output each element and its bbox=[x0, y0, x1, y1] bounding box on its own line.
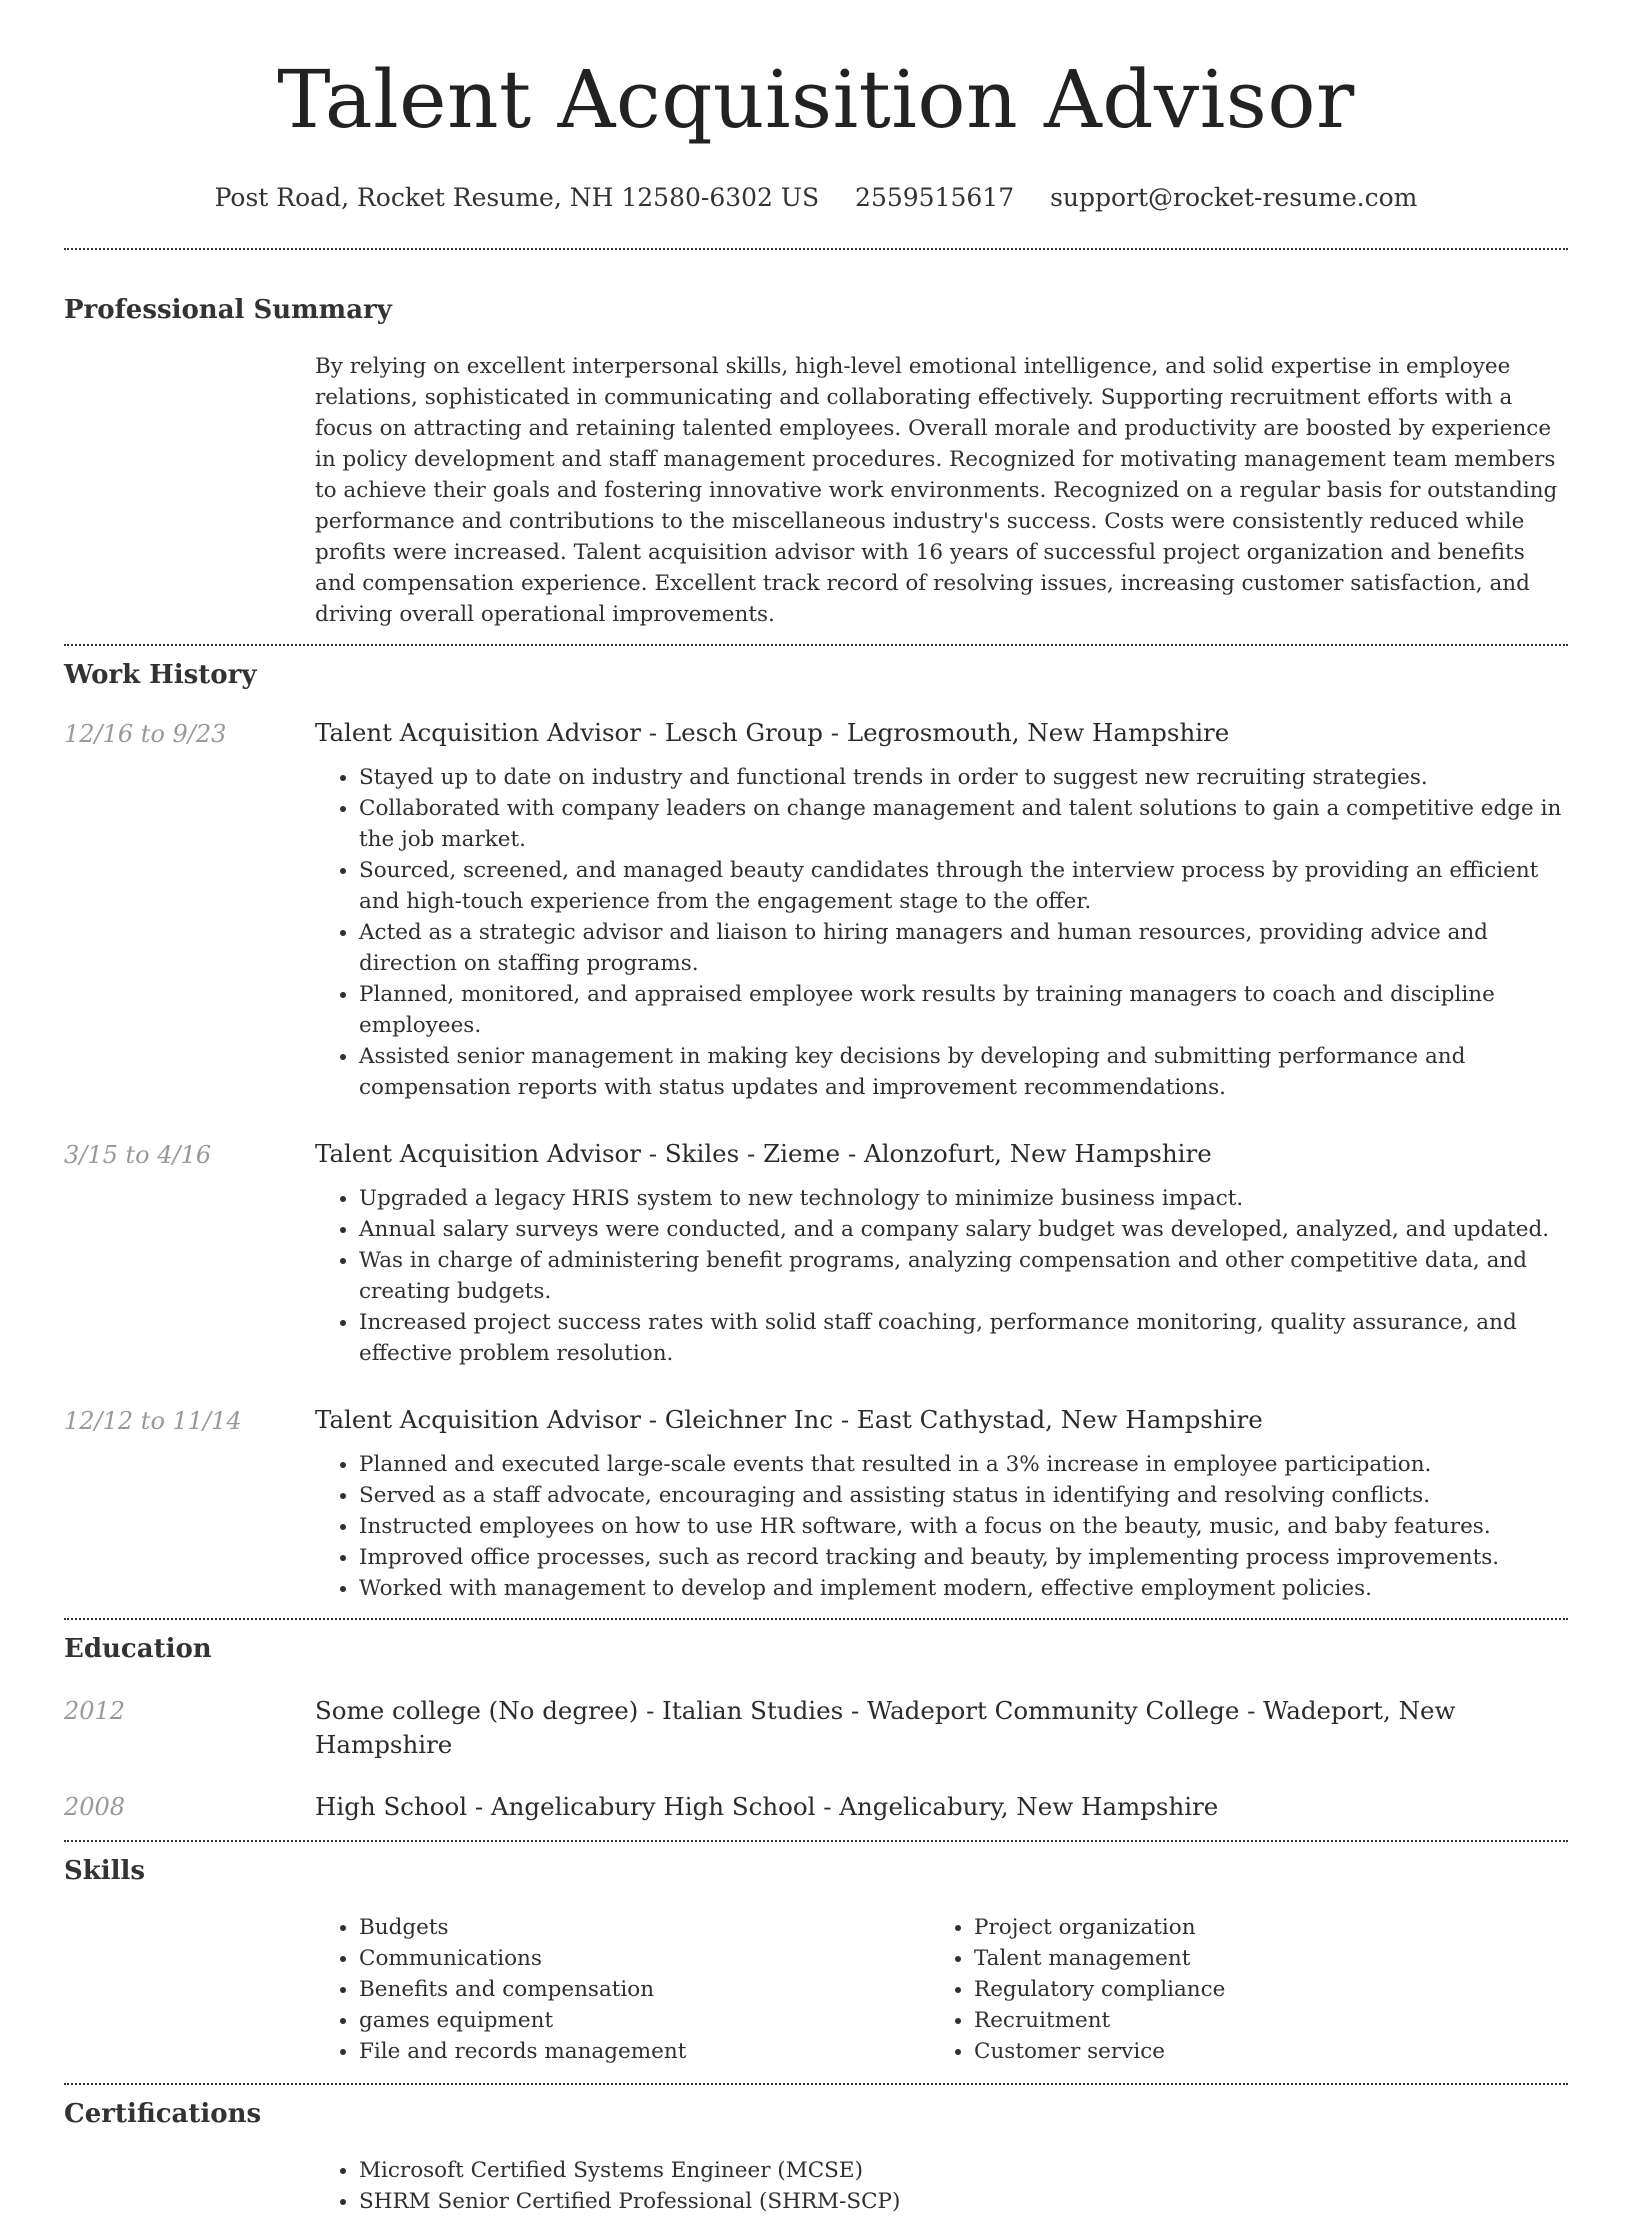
list-item: • File and records management bbox=[359, 2036, 930, 2067]
list-item: • Annual salary surveys were conducted, and a company salary budget was developed, analyzed, and updated. bbox=[359, 1214, 1568, 1245]
list-item: • Served as a staff advocate, encouraging and assisting status in identifying and resolving conflicts. bbox=[359, 1480, 1568, 1511]
skills-columns bbox=[315, 1912, 1568, 2083]
list-item: • Upgraded a legacy HRIS system to new technology to minimize business impact. bbox=[359, 1183, 1568, 1214]
section-title-work: Work History bbox=[64, 660, 257, 690]
job-title: Talent Acquisition Advisor - Skiles - Zieme - Alonzofurt, New Hampshire bbox=[315, 1139, 1212, 1168]
list-item: • Budgets bbox=[359, 1912, 930, 1943]
section-divider bbox=[64, 248, 1568, 250]
education-date: 2012 bbox=[64, 1697, 126, 1725]
list-item: • Microsoft Certified Systems Engineer (MCSE) bbox=[359, 2155, 1568, 2186]
job-entry bbox=[64, 716, 1568, 1103]
list-item: • games equipment bbox=[359, 2005, 930, 2036]
list-item: • Customer service bbox=[974, 2036, 1545, 2067]
work-history-section bbox=[64, 646, 1568, 1618]
candidate-name: Talent Acquisition Advisor bbox=[277, 53, 1355, 146]
list-item: • Improved office processes, such as record tracking and beauty, by implementing process improvements. bbox=[359, 1542, 1568, 1573]
job-bullets bbox=[315, 762, 1568, 1103]
section-title-certifications: Certifications bbox=[64, 2099, 262, 2129]
contact-address: Post Road, Rocket Resume, NH 12580-6302 US bbox=[214, 183, 820, 212]
list-item: • Planned and executed large-scale events that resulted in a 3% increase in employee participation. bbox=[359, 1449, 1568, 1480]
education-section bbox=[64, 1620, 1568, 1840]
list-item: • Recruitment bbox=[974, 2005, 1545, 2036]
skills-list-left bbox=[315, 1912, 930, 2067]
job-title: Talent Acquisition Advisor - Gleichner Inc - East Cathystad, New Hampshire bbox=[315, 1405, 1263, 1434]
certifications-list bbox=[315, 2155, 1568, 2217]
list-item: • Regulatory compliance bbox=[974, 1974, 1545, 2005]
job-date: 12/16 to 9/23 bbox=[64, 720, 227, 748]
professional-summary-section bbox=[64, 293, 1568, 644]
education-date: 2008 bbox=[64, 1793, 126, 1821]
contact-phone: 2559515617 bbox=[855, 183, 1015, 212]
list-item: • SHRM Senior Certified Professional (SHRM-SCP) bbox=[359, 2186, 1568, 2217]
list-item: • Increased project success rates with solid staff coaching, performance monitoring, quality assurance, and effective problem resolution. bbox=[359, 1307, 1568, 1369]
summary-text: By relying on excellent interpersonal skills, high-level emotional intelligence, and solid expertise in employee relations, sophisticated in communicating and collaborating effectively. Supporting recruitment efforts with a focus on attracting and retaining talented employees. Overall morale and productivity are boosted by experience in policy development and staff management procedures. Recognized for motivating management team members to achieve their goals and fostering innovative work environments. Recognized on a regular basis for outstanding performance and contributions to the miscellaneous industry's success. Costs were consistently reduced while profits were increased. Talent acquisition advisor with 16 years of successful project organization and benefits and compensation experience. Excellent track record of resolving issues, increasing customer satisfaction, and driving overall operational improvements. bbox=[315, 354, 1558, 627]
skills-section bbox=[64, 1842, 1568, 2083]
job-date: 3/15 to 4/16 bbox=[64, 1141, 212, 1169]
skills-list-right bbox=[930, 1912, 1545, 2067]
certifications-section bbox=[64, 2085, 1568, 2217]
contact-email: support@rocket-resume.com bbox=[1050, 183, 1418, 212]
section-title-skills: Skills bbox=[64, 1856, 146, 1886]
list-item: • Sourced, screened, and managed beauty candidates through the interview process by providing an efficient and high-touch experience from the engagement stage to the offer. bbox=[359, 855, 1568, 917]
job-date: 12/12 to 11/14 bbox=[64, 1407, 242, 1435]
job-title: Talent Acquisition Advisor - Lesch Group - Legrosmouth, New Hampshire bbox=[315, 718, 1230, 747]
education-entry bbox=[64, 1694, 1568, 1762]
list-item: • Talent management bbox=[974, 1943, 1545, 1974]
education-entry bbox=[64, 1790, 1568, 1824]
list-item: • Communications bbox=[359, 1943, 930, 1974]
list-item: • Acted as a strategic advisor and liaison to hiring managers and human resources, providing advice and direction on staffing programs. bbox=[359, 917, 1568, 979]
job-entry bbox=[64, 1137, 1568, 1369]
list-item: • Planned, monitored, and appraised employee work results by training managers to coach and discipline employees. bbox=[359, 979, 1568, 1041]
job-bullets bbox=[315, 1183, 1568, 1369]
list-item: • Assisted senior management in making key decisions by developing and submitting performance and compensation reports with status updates and improvement recommendations. bbox=[359, 1041, 1568, 1103]
list-item: • Stayed up to date on industry and functional trends in order to suggest new recruiting strategies. bbox=[359, 762, 1568, 793]
section-title-summary: Professional Summary bbox=[64, 295, 392, 325]
job-entry bbox=[64, 1403, 1568, 1618]
job-bullets bbox=[315, 1449, 1568, 1604]
education-text: Some college (No degree) - Italian Studies - Wadeport Community College - Wadeport, New Hampshire bbox=[315, 1696, 1456, 1759]
list-item: • Worked with management to develop and implement modern, effective employment policies. bbox=[359, 1573, 1568, 1604]
contact-line bbox=[64, 182, 1568, 214]
certifications-list-wrap bbox=[315, 2155, 1568, 2217]
list-item: • Project organization bbox=[974, 1912, 1545, 1943]
education-text: High School - Angelicabury High School - Angelicabury, New Hampshire bbox=[315, 1792, 1219, 1821]
list-item: • Was in charge of administering benefit programs, analyzing compensation and other competitive data, and creating budgets. bbox=[359, 1245, 1568, 1307]
list-item: • Collaborated with company leaders on change management and talent solutions to gain a competitive edge in the job market. bbox=[359, 793, 1568, 855]
list-item: • Benefits and compensation bbox=[359, 1974, 930, 2005]
list-item: • Instructed employees on how to use HR software, with a focus on the beauty, music, and baby features. bbox=[359, 1511, 1568, 1542]
section-title-education: Education bbox=[64, 1634, 212, 1664]
